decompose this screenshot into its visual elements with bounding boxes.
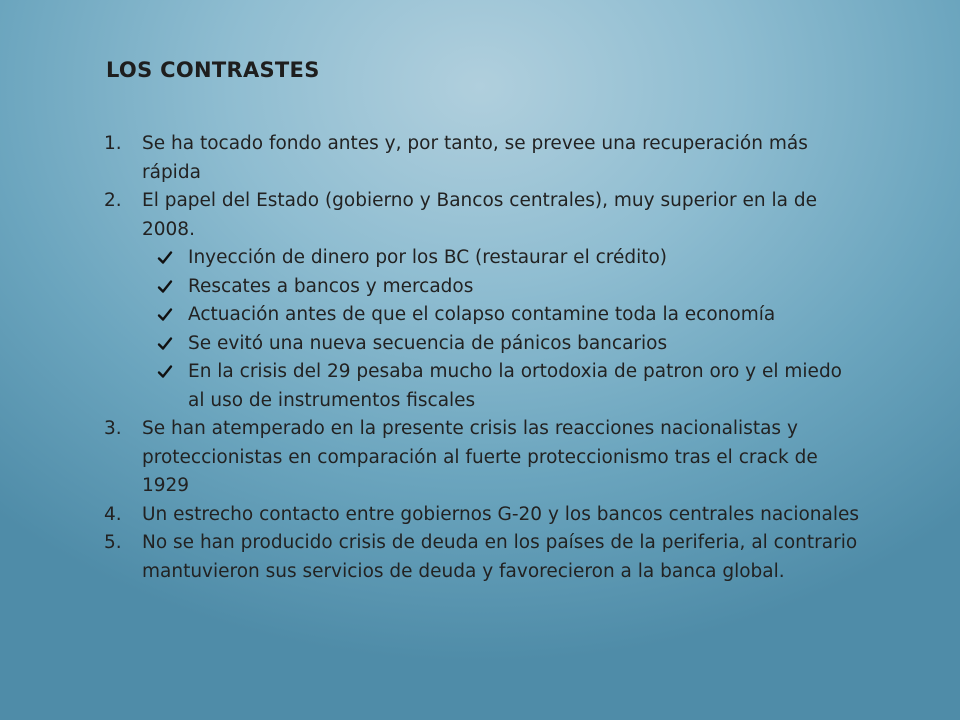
list-item-1 [104,130,864,187]
list-item-text: Se han atemperado en la presente crisis las reacciones nacionalistas y proteccionistas en comparación al fuerte proteccionismo tras el crack de 1929 [142,418,818,496]
slide-content [104,130,864,586]
list-item-3 [104,415,864,501]
list-item-5 [104,529,864,586]
list-item-text: Se ha tocado fondo antes y, por tanto, se prevee una recuperación más rápida [142,133,808,183]
slide-title: LOS CONTRASTES [106,58,320,82]
list-number: 1. [104,133,122,154]
checklist-item [142,330,864,359]
check-icon [157,250,173,266]
check-icon [157,364,173,380]
checklist [142,244,864,415]
checklist-item [142,301,864,330]
list-item-4 [104,501,864,530]
list-item-text: El papel del Estado (gobierno y Bancos centrales), muy superior en la de 2008. [142,190,817,240]
check-icon [157,307,173,323]
list-number: 2. [104,190,122,211]
list-item-2 [104,187,864,415]
list-item-text: Un estrecho contacto entre gobiernos G-20 y los bancos centrales nacionales [142,503,860,525]
numbered-list [104,130,864,586]
checklist-item-text: En la crisis del 29 pesaba mucho la ortodoxia de patron oro y el miedo al uso de instrumentos fiscales [188,361,843,411]
checklist-item [142,358,864,415]
list-number: 4. [104,503,122,525]
checklist-item [142,244,864,273]
list-number: 5. [104,532,122,553]
checklist-item-text: Se evitó una nueva secuencia de pánicos bancarios [188,332,668,354]
checklist-item-text: Inyección de dinero por los BC (restaurar el crédito) [188,247,668,268]
checklist-item-text: Rescates a bancos y mercados [188,275,474,297]
check-icon [157,279,173,295]
list-item-text: No se han producido crisis de deuda en los países de la periferia, al contrario mantuvieron sus servicios de deuda y favorecieron a la banca global. [142,532,858,582]
checklist-item [142,273,864,302]
check-icon [157,336,173,352]
list-number: 3. [104,418,122,439]
checklist-item-text: Actuación antes de que el colapso contamine toda la economía [188,304,776,325]
